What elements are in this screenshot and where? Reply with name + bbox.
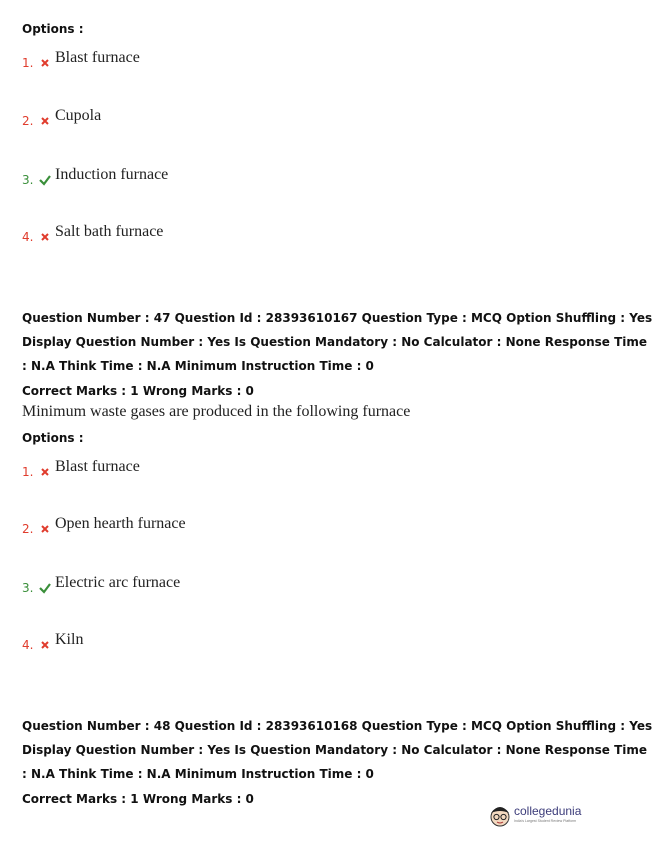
option-text: Salt bath furnace <box>55 223 164 240</box>
option-row <box>22 574 181 599</box>
option-row <box>22 631 84 656</box>
wrong-cross-icon <box>38 522 52 536</box>
option-number: 3. <box>22 173 34 187</box>
option-text: Blast furnace <box>55 49 140 66</box>
logo-tagline: India's Largest Student Review Platform <box>514 819 577 823</box>
option-text: Blast furnace <box>55 458 140 475</box>
wrong-cross-icon <box>38 638 52 652</box>
question-stem: Minimum waste gases are produced in the following furnace <box>22 403 411 420</box>
option-row <box>22 458 140 483</box>
option-text: Induction furnace <box>55 166 169 183</box>
option-row <box>22 515 186 540</box>
option-row <box>22 107 102 132</box>
question-meta-line: : N.A Think Time : N.A Minimum Instruction Time : 0 <box>22 359 374 373</box>
option-number: 4. <box>22 230 34 244</box>
wrong-cross-icon <box>38 56 52 70</box>
question-meta-line: Display Question Number : Yes Is Question Mandatory : No Calculator : None Response Time <box>22 743 648 757</box>
question-marks: Correct Marks : 1 Wrong Marks : 0 <box>22 384 254 398</box>
option-number: 2. <box>22 522 34 536</box>
option-text: Electric arc furnace <box>55 574 181 591</box>
question-meta-line: : N.A Think Time : N.A Minimum Instruction Time : 0 <box>22 767 374 781</box>
question-meta-line: Question Number : 47 Question Id : 28393610167 Question Type : MCQ Option Shuffling : Yes <box>22 311 652 325</box>
option-number: 4. <box>22 638 34 652</box>
logo-name: collegedunia <box>514 804 582 818</box>
options-label: Options : <box>22 431 84 445</box>
option-number: 1. <box>22 56 34 70</box>
option-text: Open hearth furnace <box>55 515 186 532</box>
question-meta-line: Display Question Number : Yes Is Question Mandatory : No Calculator : None Response Time <box>22 335 648 349</box>
correct-check-icon <box>38 173 52 187</box>
option-text: Cupola <box>55 107 102 124</box>
question-meta-line: Question Number : 48 Question Id : 28393610168 Question Type : MCQ Option Shuffling : Yes <box>22 719 652 733</box>
collegedunia-logo <box>489 801 589 831</box>
options-label: Options : <box>22 22 84 36</box>
option-row <box>22 166 169 191</box>
correct-check-icon <box>38 581 52 595</box>
option-text: Kiln <box>55 631 84 648</box>
option-number: 1. <box>22 465 34 479</box>
mascot-icon <box>489 803 511 829</box>
wrong-cross-icon <box>38 114 52 128</box>
wrong-cross-icon <box>38 230 52 244</box>
option-row <box>22 223 164 248</box>
option-row <box>22 49 140 74</box>
option-number: 3. <box>22 581 34 595</box>
option-number: 2. <box>22 114 34 128</box>
wrong-cross-icon <box>38 465 52 479</box>
question-marks: Correct Marks : 1 Wrong Marks : 0 <box>22 792 254 806</box>
